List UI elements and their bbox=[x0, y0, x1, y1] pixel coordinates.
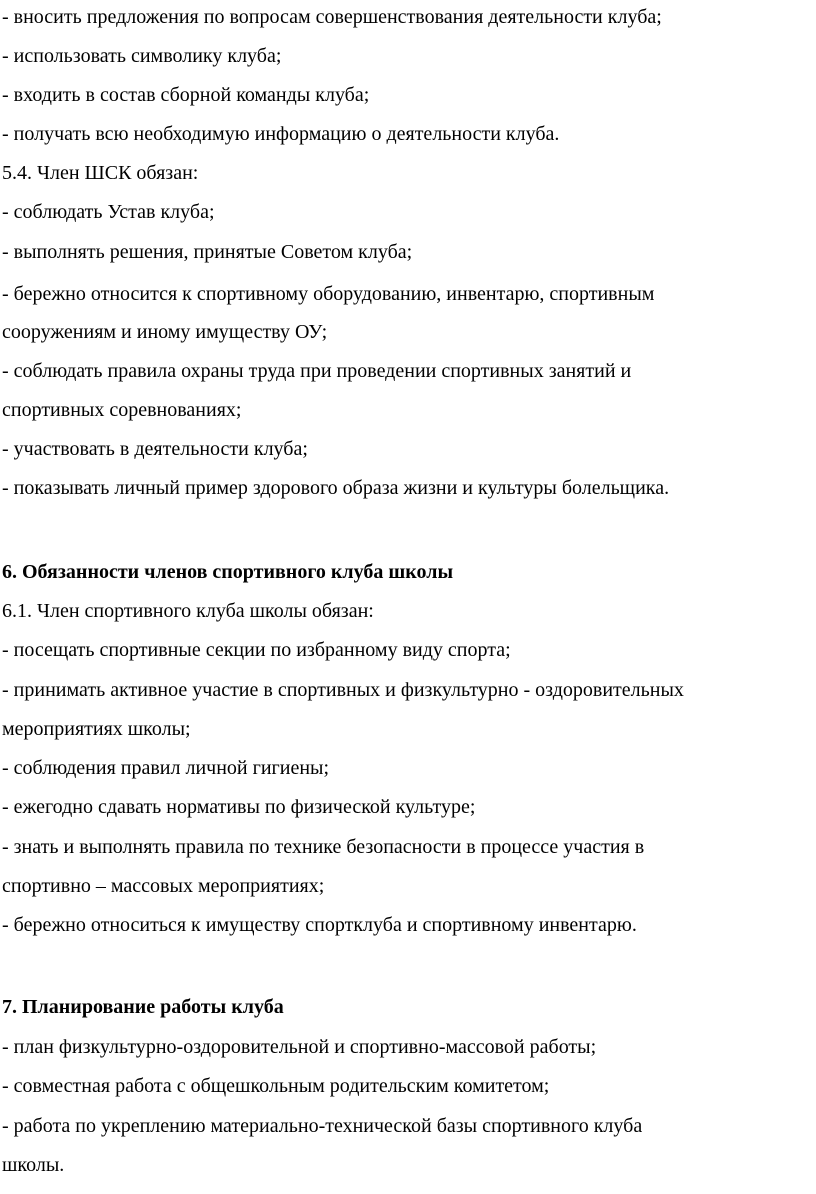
text-line: - соблюдения правил личной гигиены; bbox=[2, 757, 330, 779]
text-line: - посещать спортивные секции по избранному виду спорта; bbox=[2, 639, 511, 661]
text-line: - работа по укреплению материально-технической базы спортивного клуба bbox=[2, 1115, 643, 1137]
text-line: спортивных соревнованиях; bbox=[2, 399, 242, 421]
text-line: спортивно – массовых мероприятиях; bbox=[2, 875, 325, 897]
section-7-heading: 7. Планирование работы клуба bbox=[2, 996, 284, 1018]
text-line: - ежегодно сдавать нормативы по физической культуре; bbox=[2, 796, 476, 818]
section-6-heading: 6. Обязанности членов спортивного клуба школы bbox=[2, 561, 454, 583]
text-line: - план физкультурно-оздоровительной и спортивно-массовой работы; bbox=[2, 1036, 597, 1058]
text-line: 6.1. Член спортивного клуба школы обязан: bbox=[2, 600, 374, 622]
text-line: - бережно относится к спортивному оборудованию, инвентарю, спортивным bbox=[2, 283, 655, 305]
text-line: - входить в состав сборной команды клуба; bbox=[2, 84, 370, 106]
text-line: - соблюдать Устав клуба; bbox=[2, 201, 215, 223]
text-line: сооружениям и иному имуществу ОУ; bbox=[2, 321, 328, 343]
text-line: - знать и выполнять правила по технике безопасности в процессе участия в bbox=[2, 836, 645, 858]
text-line: - бережно относиться к имуществу спортклуба и спортивному инвентарю. bbox=[2, 914, 637, 936]
text-line: - совместная работа с общешкольным родительским комитетом; bbox=[2, 1075, 550, 1097]
text-line: - соблюдать правила охраны труда при проведении спортивных занятий и bbox=[2, 360, 632, 382]
text-line: 5.4. Член ШСК обязан: bbox=[2, 162, 199, 184]
text-line: школы. bbox=[2, 1154, 65, 1176]
text-line: - участвовать в деятельности клуба; bbox=[2, 438, 308, 460]
text-line: - использовать символику клуба; bbox=[2, 45, 282, 67]
text-line: - принимать активное участие в спортивных и физкультурно - оздоровительных bbox=[2, 679, 684, 701]
text-line: - показывать личный пример здорового образа жизни и культуры болельщика. bbox=[2, 477, 670, 499]
text-line: - получать всю необходимую информацию о деятельности клуба. bbox=[2, 123, 560, 145]
text-line: - вносить предложения по вопросам совершенствования деятельности клуба; bbox=[2, 6, 662, 28]
text-line: - выполнять решения, принятые Советом клуба; bbox=[2, 241, 413, 263]
text-line: мероприятиях школы; bbox=[2, 718, 191, 740]
